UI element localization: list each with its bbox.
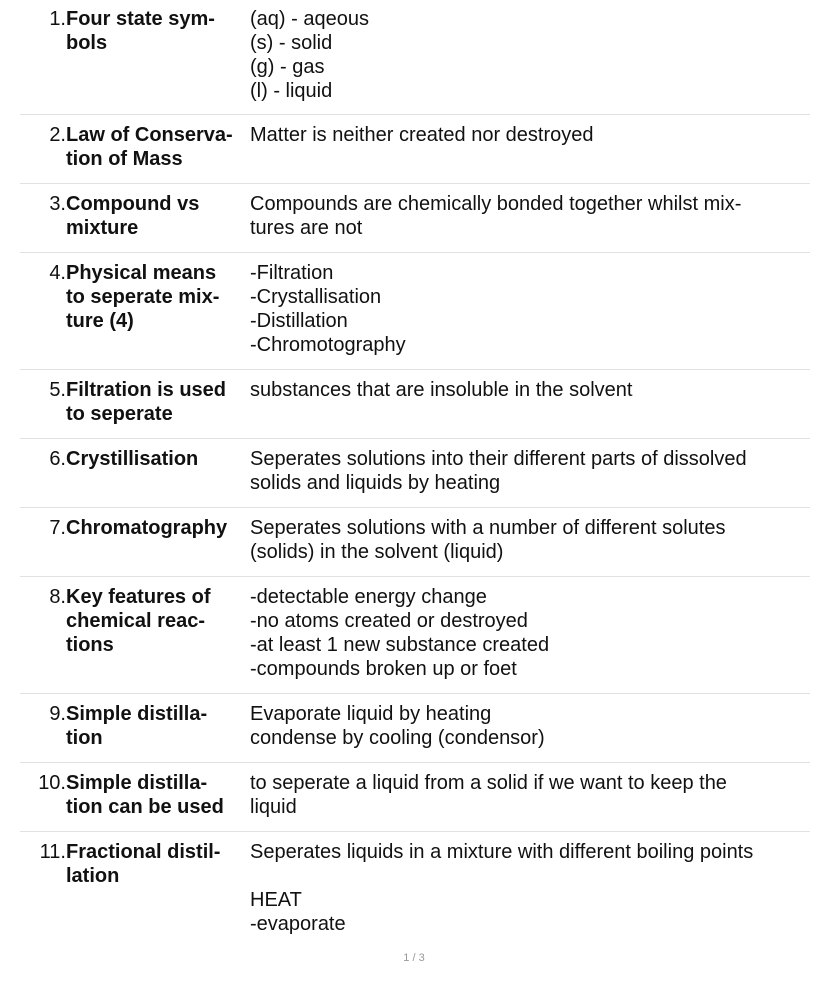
card-term: Chromatography: [66, 517, 228, 539]
card-row: [20, 832, 810, 942]
card-definition: Seperates liquids in a mixture with different boiling points HEAT -evaporate: [250, 841, 754, 935]
card-definition: Evaporate liquid by heating condense by cooling (condensor): [250, 703, 545, 749]
card-number: 11.: [39, 841, 66, 863]
card-row: [20, 577, 810, 694]
card-row: [20, 508, 810, 577]
card-row: [20, 694, 810, 763]
card-row: [20, 0, 810, 115]
card-number: 7.: [49, 517, 66, 539]
card-definition: -detectable energy change -no atoms created or destroyed -at least 1 new substance created -compounds broken up or foet: [250, 586, 550, 680]
card-definition: (aq) - aqeous (s) - solid (g) - gas (l) - liquid: [250, 8, 369, 102]
card-number: 9.: [49, 703, 66, 725]
card-row: [20, 439, 810, 508]
card-number: 10.: [38, 772, 66, 794]
card-number: 4.: [49, 262, 66, 284]
card-definition: Seperates solutions into their different parts of dissolved solids and liquids by heating: [250, 448, 747, 494]
card-definition: to seperate a liquid from a solid if we want to keep the liquid: [250, 772, 727, 818]
card-number: 8.: [49, 586, 66, 608]
flashcard-list: [20, 0, 810, 942]
card-term: Law of Conserva- tion of Mass: [66, 124, 233, 170]
card-row: [20, 763, 810, 832]
card-definition: Compounds are chemically bonded together whilst mix- tures are not: [250, 193, 742, 239]
card-term: Physical means to seperate mix- ture (4): [66, 262, 220, 332]
page-indicator: 1 / 3: [403, 952, 425, 964]
card-definition: -Filtration -Crystallisation -Distillation -Chromotography: [250, 262, 406, 356]
card-definition: Matter is neither created nor destroyed: [250, 124, 594, 146]
card-row: [20, 184, 810, 253]
card-term: Simple distilla- tion can be used: [66, 772, 224, 818]
card-definition: Seperates solutions with a number of different solutes (solids) in the solvent (liquid): [250, 517, 726, 563]
card-definition: substances that are insoluble in the solvent: [250, 379, 633, 401]
card-term: Simple distilla- tion: [66, 703, 208, 749]
card-term: Filtration is used to seperate: [66, 379, 227, 425]
card-term: Crystillisation: [66, 448, 199, 470]
card-term: Compound vs mixture: [66, 193, 200, 239]
card-term: Fractional distil- lation: [66, 841, 221, 887]
card-number: 1.: [49, 8, 66, 30]
card-term: Four state sym- bols: [66, 8, 215, 54]
card-number: 5.: [49, 379, 66, 401]
card-number: 2.: [49, 124, 66, 146]
card-row: [20, 370, 810, 439]
card-row: [20, 253, 810, 370]
card-row: [20, 115, 810, 184]
card-number: 3.: [49, 193, 66, 215]
card-term: Key features of chemical reac- tions: [66, 586, 211, 656]
card-number: 6.: [49, 448, 66, 470]
